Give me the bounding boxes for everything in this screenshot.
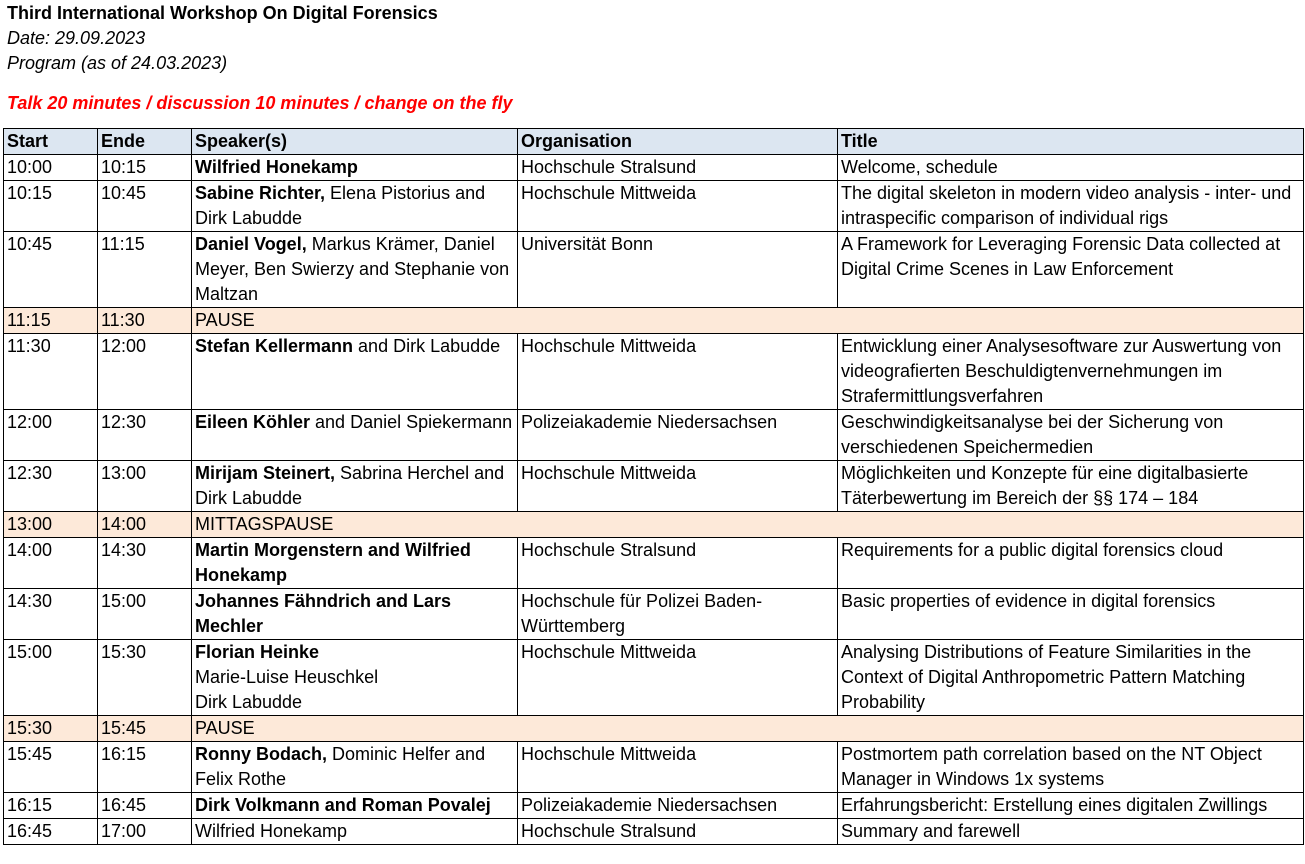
end-cell: 13:00 xyxy=(98,461,192,512)
organisation-cell: Polizeiakademie Niedersachsen xyxy=(518,793,838,819)
organisation-cell: Universität Bonn xyxy=(518,232,838,308)
start-cell: 12:30 xyxy=(4,461,98,512)
co-speakers: and Dirk Labudde xyxy=(353,336,501,356)
start-cell: 14:30 xyxy=(4,589,98,640)
lead-speaker: Eileen Köhler xyxy=(195,412,311,432)
end-cell: 16:15 xyxy=(98,742,192,793)
pause-row xyxy=(4,716,1304,742)
co-speakers: Elena Pistorius and Dirk Labudde xyxy=(195,183,486,228)
speakers-cell xyxy=(192,232,518,308)
speakers-cell xyxy=(192,334,518,410)
pause-row xyxy=(4,512,1304,538)
table-row xyxy=(4,461,1304,512)
program-table xyxy=(3,128,1304,845)
title-cell: Geschwindigkeitsanalyse bei der Sicherung von verschiedenen Speichermedien xyxy=(838,410,1304,461)
start-cell: 14:00 xyxy=(4,538,98,589)
speakers-cell xyxy=(192,589,518,640)
organisation-cell: Hochschule Mittweida xyxy=(518,334,838,410)
start-cell: 10:45 xyxy=(4,232,98,308)
table-row xyxy=(4,742,1304,793)
end-cell: 15:00 xyxy=(98,589,192,640)
table-row xyxy=(4,155,1304,181)
title-cell: Summary and farewell xyxy=(838,819,1304,845)
title-cell: Möglichkeiten und Konzepte für eine digitalbasierte Täterbewertung im Bereich der §§ 174 – 184 xyxy=(838,461,1304,512)
title-cell: Basic properties of evidence in digital forensics xyxy=(838,589,1304,640)
end-cell: 12:00 xyxy=(98,334,192,410)
start-cell: 13:00 xyxy=(4,512,98,538)
end-cell: 11:30 xyxy=(98,308,192,334)
table-row xyxy=(4,538,1304,589)
table-row xyxy=(4,640,1304,716)
document-title: Third International Workshop On Digital Forensics xyxy=(7,3,438,23)
start-cell: 10:15 xyxy=(4,181,98,232)
table-header-row xyxy=(4,129,1304,155)
title-cell: Entwicklung einer Analysesoftware zur Auswertung von videografierten Beschuldigtenvernehmungen im Strafermittlungsverfahren xyxy=(838,334,1304,410)
title-cell: The digital skeleton in modern video analysis - inter- und intraspecific comparison of individual rigs xyxy=(838,181,1304,232)
organisation-cell: Hochschule Stralsund xyxy=(518,155,838,181)
end-cell: 10:15 xyxy=(98,155,192,181)
column-header-end: Ende xyxy=(98,129,192,155)
pause-row xyxy=(4,308,1304,334)
speakers-cell xyxy=(192,742,518,793)
talk-format-note: Talk 20 minutes / discussion 10 minutes / change on the fly xyxy=(7,93,513,113)
start-cell: 16:45 xyxy=(4,819,98,845)
table-row xyxy=(4,589,1304,640)
title-cell: Requirements for a public digital forensics cloud xyxy=(838,538,1304,589)
lead-speaker: Wilfried Honekamp xyxy=(195,157,358,177)
lead-speaker: Florian Heinke xyxy=(195,642,320,662)
table-row xyxy=(4,410,1304,461)
event-date: Date: 29.09.2023 xyxy=(7,28,146,48)
co-speakers: Markus Krämer, Daniel Meyer, Ben Swierzy and Stephanie von Maltzan xyxy=(195,234,510,304)
end-cell: 11:15 xyxy=(98,232,192,308)
start-cell: 16:15 xyxy=(4,793,98,819)
co-speaker: Marie-Luise Heuschkel xyxy=(195,667,379,687)
lead-speaker: Johannes Fähndrich and Lars Mechler xyxy=(195,591,452,636)
end-cell: 14:00 xyxy=(98,512,192,538)
title-cell: Welcome, schedule xyxy=(838,155,1304,181)
lead-speaker: Stefan Kellermann xyxy=(195,336,354,356)
organisation-cell: Hochschule für Polizei Baden-Württemberg xyxy=(518,589,838,640)
organisation-cell: Hochschule Stralsund xyxy=(518,819,838,845)
organisation-cell: Hochschule Mittweida xyxy=(518,640,838,716)
column-header-speakers: Speaker(s) xyxy=(192,129,518,155)
lead-speaker: Martin Morgenstern and Wilfried Honekamp xyxy=(195,540,471,585)
speakers-cell xyxy=(192,155,518,181)
title-cell: A Framework for Leveraging Forensic Data collected at Digital Crime Scenes in Law Enforcement xyxy=(838,232,1304,308)
end-cell: 12:30 xyxy=(98,410,192,461)
speakers-cell xyxy=(192,640,518,716)
table-row xyxy=(4,181,1304,232)
organisation-cell: Hochschule Mittweida xyxy=(518,181,838,232)
lead-speaker: Daniel Vogel, xyxy=(195,234,307,254)
organisation-cell: Hochschule Mittweida xyxy=(518,742,838,793)
table-row xyxy=(4,334,1304,410)
organisation-cell: Hochschule Stralsund xyxy=(518,538,838,589)
co-speakers: Wilfried Honekamp xyxy=(195,821,348,841)
table-row xyxy=(4,793,1304,819)
co-speakers: Sabrina Herchel and Dirk Labudde xyxy=(195,463,505,508)
pause-label: MITTAGSPAUSE xyxy=(192,512,1304,538)
column-header-start: Start xyxy=(4,129,98,155)
pause-label: PAUSE xyxy=(192,716,1304,742)
organisation-cell: Polizeiakademie Niedersachsen xyxy=(518,410,838,461)
column-header-organisation: Organisation xyxy=(518,129,838,155)
end-cell: 14:30 xyxy=(98,538,192,589)
title-cell: Postmortem path correlation based on the NT Object Manager in Windows 1x systems xyxy=(838,742,1304,793)
start-cell: 11:15 xyxy=(4,308,98,334)
speakers-cell xyxy=(192,793,518,819)
pause-label: PAUSE xyxy=(192,308,1304,334)
speakers-cell xyxy=(192,181,518,232)
lead-speaker: Sabine Richter, xyxy=(195,183,326,203)
start-cell: 10:00 xyxy=(4,155,98,181)
speakers-cell xyxy=(192,461,518,512)
lead-speaker: Dirk Volkmann and Roman Povalej xyxy=(195,795,491,815)
end-cell: 17:00 xyxy=(98,819,192,845)
co-speaker: Dirk Labudde xyxy=(195,692,303,712)
title-cell: Analysing Distributions of Feature Similarities in the Context of Digital Anthropometric Pattern Matching Probability xyxy=(838,640,1304,716)
start-cell: 12:00 xyxy=(4,410,98,461)
start-cell: 15:00 xyxy=(4,640,98,716)
end-cell: 15:45 xyxy=(98,716,192,742)
start-cell: 15:45 xyxy=(4,742,98,793)
end-cell: 10:45 xyxy=(98,181,192,232)
column-header-title: Title xyxy=(838,129,1304,155)
start-cell: 15:30 xyxy=(4,716,98,742)
end-cell: 16:45 xyxy=(98,793,192,819)
speakers-cell xyxy=(192,410,518,461)
end-cell: 15:30 xyxy=(98,640,192,716)
start-cell: 11:30 xyxy=(4,334,98,410)
title-cell: Erfahrungsbericht: Erstellung eines digitalen Zwillings xyxy=(838,793,1304,819)
lead-speaker: Ronny Bodach, xyxy=(195,744,328,764)
co-speakers: and Daniel Spiekermann xyxy=(310,412,513,432)
speakers-cell xyxy=(192,819,518,845)
lead-speaker: Mirijam Steinert, xyxy=(195,463,336,483)
speakers-cell xyxy=(192,538,518,589)
program-version: Program (as of 24.03.2023) xyxy=(7,53,228,73)
table-row xyxy=(4,232,1304,308)
organisation-cell: Hochschule Mittweida xyxy=(518,461,838,512)
table-row xyxy=(4,819,1304,845)
co-speakers: Dominic Helfer and Felix Rothe xyxy=(195,744,486,789)
